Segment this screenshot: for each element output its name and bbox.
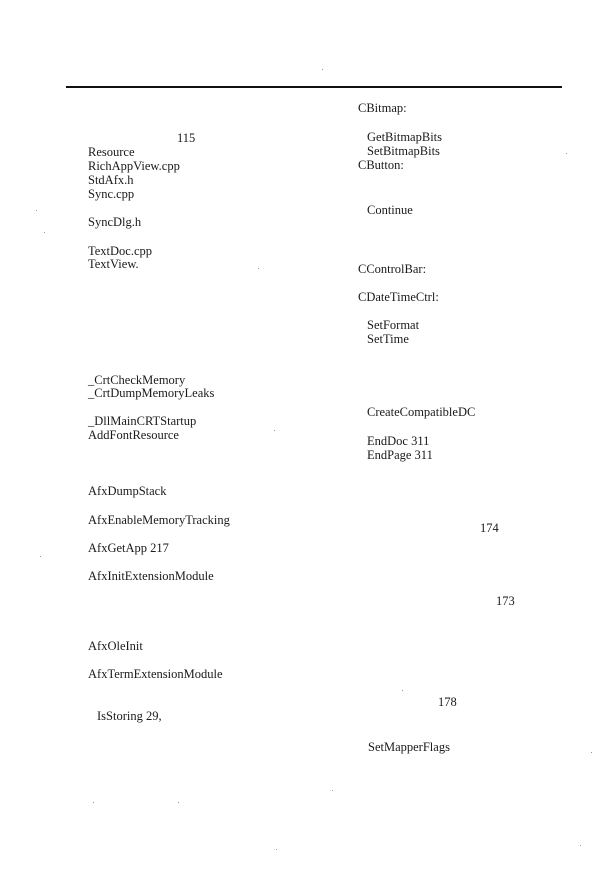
index-entry: StdAfx.h xyxy=(88,173,134,187)
scan-speck xyxy=(93,802,94,803)
page-number: 173 xyxy=(496,594,515,608)
index-entry: TextDoc.cpp xyxy=(88,244,153,258)
index-entry: AfxDumpStack xyxy=(88,484,167,498)
index-entry: IsStoring 29, xyxy=(97,709,162,723)
scan-speck xyxy=(402,690,403,691)
index-entry: EndPage 311 xyxy=(367,448,433,462)
index-entry: GetBitmapBits xyxy=(367,130,442,144)
index-entry: RichAppView.cpp xyxy=(88,159,180,173)
page-number: 178 xyxy=(438,695,457,709)
index-entry: AfxOleInit xyxy=(88,639,143,653)
scan-speck xyxy=(591,752,592,753)
scan-speck xyxy=(580,845,581,846)
index-entry: AfxGetApp 217 xyxy=(88,541,169,555)
index-entry: Resource xyxy=(88,145,135,159)
index-entry: SetMapperFlags xyxy=(368,740,450,754)
index-entry: CControlBar: xyxy=(358,262,427,276)
index-entry: AfxEnableMemoryTracking xyxy=(88,513,230,527)
scan-speck xyxy=(44,232,45,233)
scan-speck xyxy=(322,69,323,70)
index-entry: EndDoc 311 xyxy=(367,434,430,448)
scan-speck xyxy=(276,849,277,850)
scan-speck xyxy=(36,210,37,211)
scan-speck xyxy=(258,268,259,269)
index-entry: SetBitmapBits xyxy=(367,144,440,158)
scan-speck xyxy=(40,556,41,557)
index-entry: Continue xyxy=(367,203,413,217)
scan-speck xyxy=(178,802,179,803)
page-number: 115 xyxy=(177,131,196,145)
index-entry: CDateTimeCtrl: xyxy=(358,290,439,304)
index-entry: SyncDlg.h xyxy=(88,215,142,229)
scan-speck xyxy=(332,790,333,791)
index-entry: SetTime xyxy=(367,332,409,346)
index-entry: SetFormat xyxy=(367,318,420,332)
index-entry: AfxTermExtensionModule xyxy=(88,667,223,681)
index-entry: CBitmap: xyxy=(358,101,407,115)
index-entry: Sync.cpp xyxy=(88,187,135,201)
index-entry: _DllMainCRTStartup xyxy=(88,414,197,428)
header-rule xyxy=(66,86,562,88)
index-entry: CButton: xyxy=(358,158,404,172)
index-entry: _CrtDumpMemoryLeaks xyxy=(88,386,215,400)
index-entry: TextView. xyxy=(88,257,139,271)
scan-speck xyxy=(566,153,567,154)
index-entry: CreateCompatibleDC xyxy=(367,405,476,419)
index-entry: AddFontResource xyxy=(88,428,179,442)
scan-speck xyxy=(274,430,275,431)
index-entry: _CrtCheckMemory xyxy=(88,373,186,387)
page-number: 174 xyxy=(480,521,499,535)
index-entry: AfxInitExtensionModule xyxy=(88,569,214,583)
